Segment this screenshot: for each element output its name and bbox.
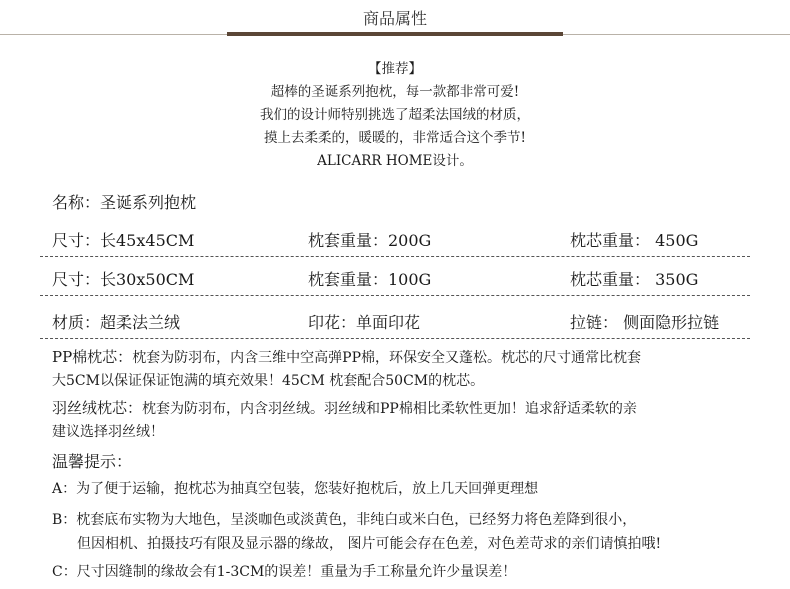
recommend-heading: 【推荐】 xyxy=(368,61,422,77)
pp-filling-label: PP棉枕芯： xyxy=(52,348,133,366)
down-filling-label: 羽丝绒枕芯： xyxy=(52,399,143,417)
attribute-row xyxy=(40,259,750,295)
row-divider xyxy=(40,256,750,257)
pp-filling-text: 大5CM以保证保证饱满的填充效果！45CM 枕套配合50CM的枕芯。 xyxy=(52,373,485,389)
attribute-core-weight: 枕芯重量： 450G xyxy=(570,231,699,250)
down-filling-text: 枕套为防羽布，内含羽丝绒。羽丝绒和PP棉相比柔软性更加！追求舒适柔软的亲 xyxy=(142,401,637,417)
attribute-cover-weight: 枕套重量：200G xyxy=(308,231,432,250)
attribute-cover-weight: 枕套重量：100G xyxy=(308,270,432,289)
pp-filling-description xyxy=(52,346,772,393)
row-divider xyxy=(40,338,750,339)
recommend-line: 超棒的圣诞系列抱枕，每一款都非常可爱! xyxy=(270,84,520,100)
title-underline-accent xyxy=(227,32,563,36)
recommend-line: 摸上去柔柔的，暖暖的，非常适合这个季节! xyxy=(264,130,526,146)
recommend-line: 我们的设计师特别挑选了超柔法国绒的材质， xyxy=(260,107,530,123)
recommend-line: ALICARR HOME设计。 xyxy=(317,153,473,169)
attribute-size: 尺寸：长45x45CM xyxy=(52,231,195,250)
attribute-zipper: 拉链： 侧面隐形拉链 xyxy=(570,313,720,332)
recommend-block xyxy=(0,58,790,173)
tip-a: A：为了便于运输，抱枕芯为抽真空包装，您装好抱枕后，放上几天回弹更理想 xyxy=(52,481,539,497)
product-name: 名称：圣诞系列抱枕 xyxy=(52,193,197,212)
tip-c: C：尺寸因缝制的缘故会有1-3CM的误差！重量为手工称量允许少量误差！ xyxy=(52,564,517,580)
down-filling-description xyxy=(52,397,772,444)
tip-b: B：枕套底布实物为大地色，呈淡咖色或淡黄色，非纯白或米白色，已经努力将色差降到很小， xyxy=(52,512,637,528)
row-divider xyxy=(40,295,750,296)
attribute-print: 印花：单面印花 xyxy=(308,313,421,332)
tips-title: 温馨提示： xyxy=(52,452,133,471)
attribute-material: 材质：超柔法兰绒 xyxy=(52,313,181,332)
attribute-core-weight: 枕芯重量： 350G xyxy=(570,270,699,289)
down-filling-text: 建议选择羽丝绒！ xyxy=(52,424,164,440)
attribute-row xyxy=(40,220,750,256)
attribute-row xyxy=(40,302,750,338)
tip-b-continued: 但因相机、拍摄技巧有限及显示器的缘故， 图片可能会存在色差，对色差苛求的亲们请慎拍哦! xyxy=(77,536,662,552)
section-title: 商品属性 xyxy=(362,9,427,28)
attribute-size: 尺寸：长30x50CM xyxy=(52,270,195,289)
pp-filling-text: 枕套为防羽布，内含三维中空高弹PP棉，环保安全又蓬松。枕芯的尺寸通常比枕套 xyxy=(132,350,642,366)
